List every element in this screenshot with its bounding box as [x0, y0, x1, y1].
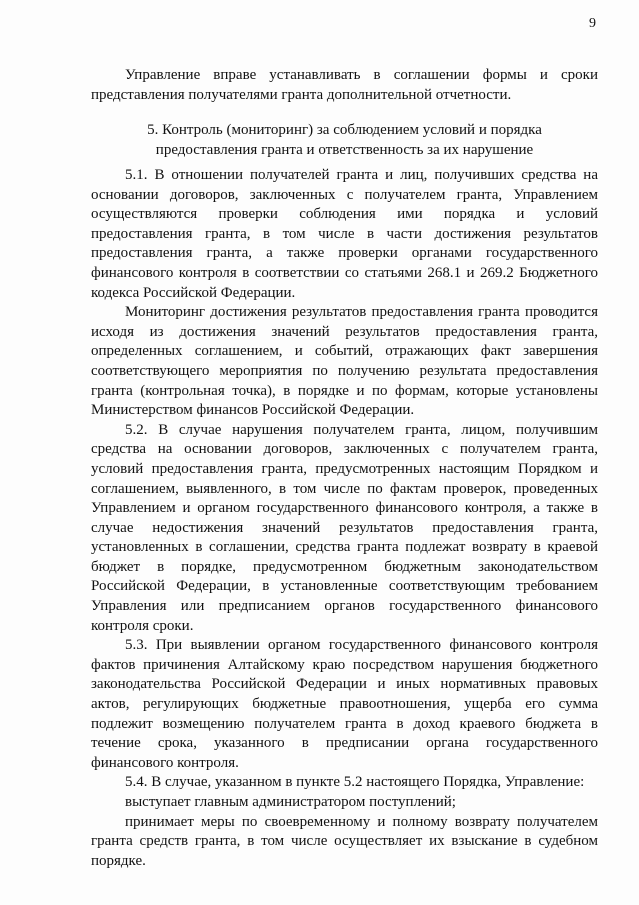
paragraph-5-4: 5.4. В случае, указанном в пункте 5.2 настоящего Порядка, Управление:	[125, 774, 585, 791]
paragraph-5-1: 5.1. В отношении получателей гранта и лиц, получивших средства на основании договоров, заключенных с получателем гранта, Управлением осуществляются проверки соблюдения ими порядка и условий предоставления гранта, в том числе в части достижения результатов предоставления гранта, а также проверки органами государственного финансового контроля в соответствии со статьями 268.1 и 269.2 Бюджетного кодекса Российской Федерации.	[91, 167, 598, 301]
paragraph-monitoring: Мониторинг достижения результатов предоставления гранта проводится исходя из достижения значений результатов предоставления гранта, определенных соглашением, и событий, отражающих факт завершения соответствующего мероприятия по получению результата предоставления гранта (контрольная точка), в порядке и по формам, которые установлены Министерством финансов Российской Федерации.	[91, 304, 598, 419]
section-heading-line-2: предоставления гранта и ответственность за их нарушение	[155, 141, 534, 158]
section-heading	[91, 121, 598, 160]
section-heading-line-1: 5. Контроль (мониторинг) за соблюдением условий и порядка	[147, 122, 542, 138]
page-number: 9	[589, 16, 596, 31]
paragraph-5-2: 5.2. В случае нарушения получателем гранта, лицом, получившим средства на основании договоров, заключенных с получателем гранта, условий предоставления гранта, предусмотренных настоящим Порядком и соглашением, выявленного, в том числе по фактам проверок, проведенных Управлением и органом государственного финансового контроля, а также в случае недостижения значений результатов предоставления гранта, установленных в соглашении, средства гранта подлежат возврату в краевой бюджет в порядке, предусмотренном бюджетным законодательством Российской Федерации, в установленные соответствующим требованием Управления или предписанием органов государственного финансового контроля сроки.	[91, 421, 598, 634]
intro-block	[91, 66, 598, 105]
paragraph-5-3: 5.3. При выявлении органом государственного финансового контроля фактов причинения Алтайскому краю посредством нарушения бюджетного законодательства Российской Федерации и иных нормативных правовых актов, регулирующих бюджетные правоотношения, ущерба его сумма подлежит возмещению получателем гранта в доход краевого бюджета в течение срока, указанного в предписании органа государственного финансового контроля.	[91, 637, 598, 771]
paragraph-5-4-item-2: принимает меры по своевременному и полному возврату получателем гранта средств гранта, в том числе осуществляет их взыскание в судебном порядке.	[91, 813, 598, 869]
section-body	[91, 166, 598, 871]
intro-paragraph: Управление вправе устанавливать в соглашении формы и сроки представления получателями гранта дополнительной отчетности.	[91, 67, 598, 103]
paragraph-5-4-item-1: выступает главным администратором поступлений;	[125, 794, 456, 810]
